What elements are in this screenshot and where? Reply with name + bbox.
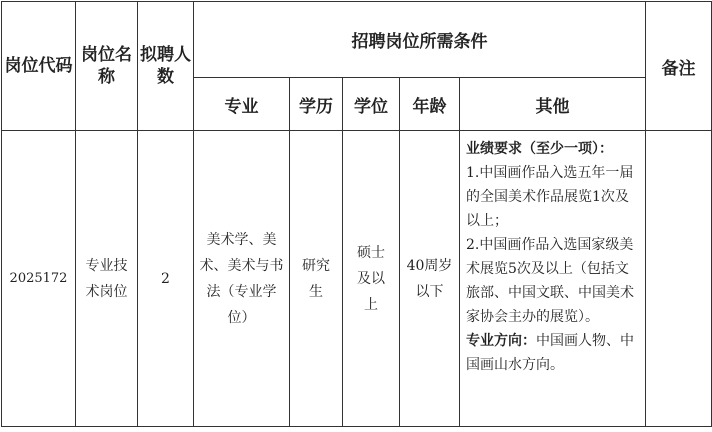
major-direction-label: 专业方向： xyxy=(466,333,536,349)
header-row xyxy=(2,2,712,78)
cell-position-name: 专业技术岗位 xyxy=(76,131,138,427)
subheader-major: 专业 xyxy=(194,78,290,131)
major-direction-value: 中国画人物、中国画山水方向。 xyxy=(466,333,634,373)
cell-major: 美术学、美术、美术与书法（专业学位） xyxy=(194,131,290,427)
cell-other-requirements xyxy=(460,131,646,427)
cell-position-code: 2025172 xyxy=(2,131,76,427)
major-direction xyxy=(466,329,639,377)
subheader-degree: 学位 xyxy=(343,78,400,131)
cell-education: 研究生 xyxy=(290,131,343,427)
requirement-item-2: 2.中国画作品入选国家级美术展览5次及以上（包括文旅部、中国文联、中国美术家协会主办的展览）。 xyxy=(466,237,634,325)
table-row xyxy=(2,131,712,427)
cell-age: 40周岁以下 xyxy=(400,131,460,427)
header-position-name: 岗位名称 xyxy=(76,2,138,131)
header-remarks: 备注 xyxy=(646,2,712,131)
header-headcount: 拟聘人数 xyxy=(138,2,194,131)
requirements-title: 业绩要求（至少一项）： xyxy=(466,141,613,157)
header-requirements: 招聘岗位所需条件 xyxy=(194,2,646,78)
recruitment-table xyxy=(1,1,712,427)
subheader-education: 学历 xyxy=(290,78,343,131)
subheader-other: 其他 xyxy=(460,78,646,131)
requirement-item-1: 1.中国画作品入选五年一届的全国美术作品展览1次及以上； xyxy=(466,165,634,229)
cell-degree: 硕士及以上 xyxy=(343,131,400,427)
cell-headcount: 2 xyxy=(138,131,194,427)
subheader-age: 年龄 xyxy=(400,78,460,131)
header-position-code: 岗位代码 xyxy=(2,2,76,131)
cell-remarks xyxy=(646,131,712,427)
